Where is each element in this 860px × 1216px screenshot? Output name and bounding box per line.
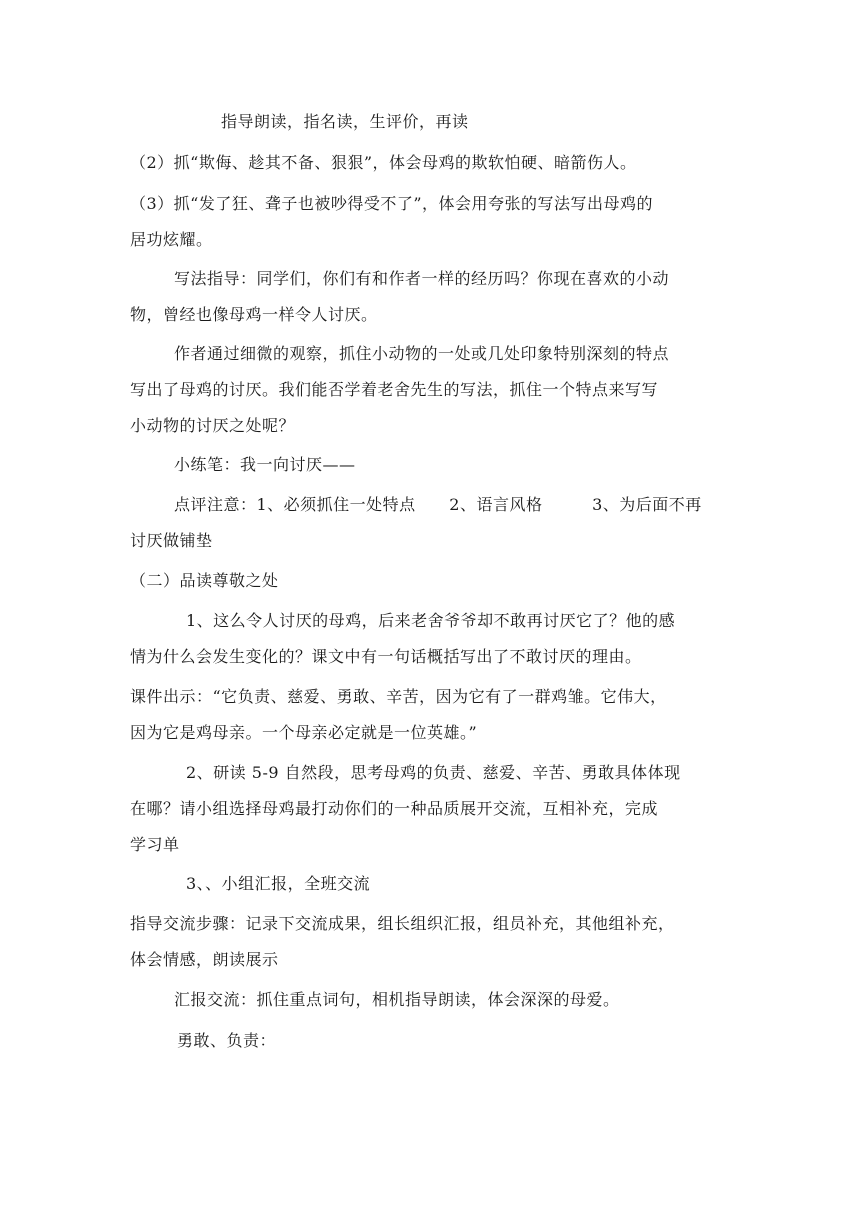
text-line: （3）抓“发了狂、聋子也被吵得受不了”，体会用夸张的写法写出母鸡的 <box>130 194 654 213</box>
text-line: 指导交流步骤：记录下交流成果，组长组织汇报，组员补充，其他组补充， <box>130 914 675 933</box>
text-line: 指导朗读，指名读，生评价，再读 <box>221 112 469 131</box>
text-line: 小动物的讨厌之处呢？ <box>130 416 296 435</box>
text-line: 汇报交流：抓住重点词句，相机指导朗读，体会深深的母爱。 <box>174 990 620 1009</box>
text-segment: 点评注意：1、必须抓住一处特点 <box>174 495 416 514</box>
text-segment: 3、为后面不再 <box>592 495 702 514</box>
text-line: 体会情感，朗读展示 <box>130 950 279 969</box>
text-line: 居功炫耀。 <box>130 230 213 249</box>
text-line: 写出了母鸡的讨厌。我们能否学着老舍先生的写法，抓住一个特点来写写 <box>130 380 659 399</box>
text-line: 学习单 <box>130 835 180 854</box>
text-segment: 2、语言风格 <box>449 495 543 514</box>
text-line: 写法指导：同学们，你们有和作者一样的经历吗？你现在喜欢的小动 <box>174 269 670 288</box>
text-line: 2、研读 5-9 自然段，思考母鸡的负责、慈爱、辛苦、勇敢具体体现 <box>186 763 681 782</box>
text-line: 物，曾经也像母鸡一样令人讨厌。 <box>130 305 378 324</box>
text-line: 情为什么会发生变化的？课文中有一句话概括写出了不敢讨厌的理由。 <box>130 647 642 666</box>
text-line: 作者通过细微的观察，抓住小动物的一处或几处印象特别深刻的特点 <box>174 344 670 363</box>
section-heading: （二）品读尊敬之处 <box>130 571 279 590</box>
text-line: （2）抓“欺侮、趁其不备、狠狠”，体会母鸡的欺软怕硬、暗箭伤人。 <box>130 153 637 172</box>
text-line: 讨厌做铺垫 <box>130 531 213 550</box>
text-line <box>174 494 702 516</box>
text-line: 1、这么令人讨厌的母鸡，后来老舍爷爷却不敢再讨厌它了？他的感 <box>186 611 676 630</box>
text-line: 课件出示：“它负责、慈爱、勇敢、辛苦，因为它有了一群鸡雏。它伟大， <box>130 687 667 706</box>
text-line: 小练笔：我一向讨厌—— <box>174 455 356 474</box>
text-line: 因为它是鸡母亲。一个母亲必定就是一位英雄。” <box>130 723 478 742</box>
text-line: 在哪？请小组选择母鸡最打动你们的一种品质展开交流，互相补充，完成 <box>130 799 659 818</box>
text-line: 3、、小组汇报，全班交流 <box>186 874 371 893</box>
text-line: 勇敢、负责： <box>177 1031 277 1050</box>
